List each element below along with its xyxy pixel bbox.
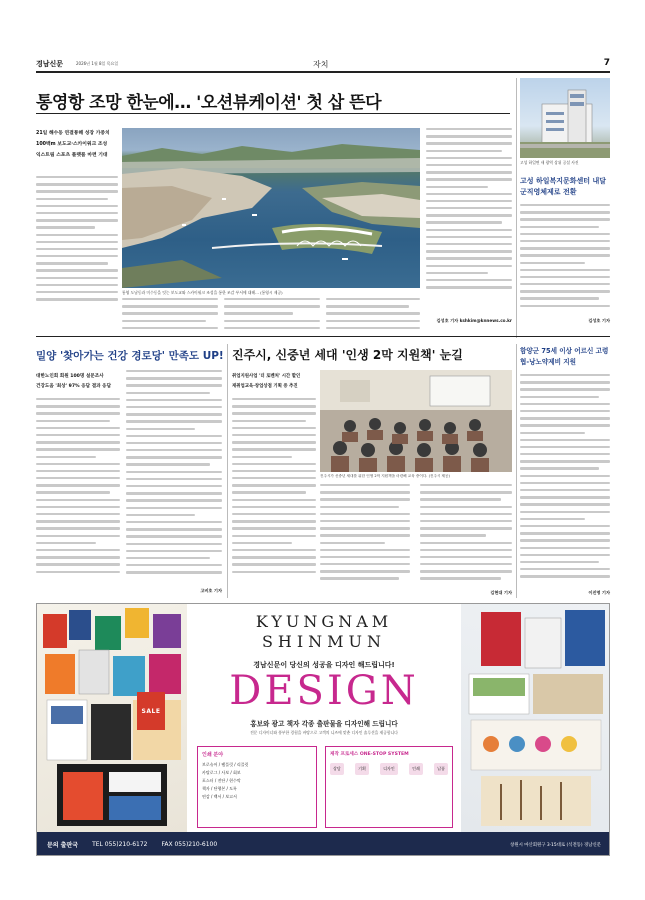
ad-services-title: 인쇄 분야 [202, 752, 224, 758]
section-title: 자치 [313, 60, 329, 69]
ad-big-word: DESIGN [229, 668, 419, 714]
ad-side-banner [137, 692, 165, 730]
right-byline: 김성호 기자 [588, 318, 610, 323]
header-rule [36, 71, 610, 73]
lead-deck [36, 128, 118, 161]
ad-tagline: 경남신문이 당신의 성공을 디자인 해드립니다! [253, 661, 395, 669]
ad-subline: 홍보와 광고 책자 각종 출판물을 디자인해 드립니다 [250, 720, 398, 728]
article4-byline: 이진명 기자 [588, 590, 610, 595]
harbor-illustration [122, 128, 420, 288]
article4-headline: 함양군 75세 이상 어르신 고령협-낭노약제비 지원 [520, 347, 609, 366]
article3-body-col3 [420, 484, 512, 588]
deck-line: 100백m 보도교·스카이워크 조성 [36, 142, 108, 147]
ad-services-box [197, 746, 317, 828]
right-photo-caption: 고성 하일면 새 광역 상위 공설 사진 [520, 160, 579, 165]
article3-byline: 김현대 기자 [490, 590, 512, 595]
issue-date: 2026년 1월 8일 목요일 [76, 61, 119, 66]
lead-headline: 통영항 조망 한눈에… '오션뷰케이션' 첫 삽 뜬다 [36, 93, 382, 113]
ad-desc: 전문 디자이너와 풍부한 경험을 바탕으로 고객의 니즈에 맞춘 디자인 솔루션을 제공합니다 [250, 730, 398, 735]
lead-body-col1 [36, 176, 118, 312]
ad-service-item: 브로슈어 / 팸플릿 / 리플릿 [202, 762, 249, 767]
lead-byline: 김성호 기자 kshkim@knnews.co.kr [436, 318, 512, 323]
ad-process-title: 제작 프로세스 ONE-STOP SYSTEM [330, 752, 409, 757]
article3-body-col2 [320, 484, 410, 588]
article3-deck [232, 372, 316, 392]
design-advertisement [36, 603, 610, 856]
deck-line: 익스트림 스포츠 플랫폼 마련 기대 [36, 153, 108, 158]
article2-deck [36, 372, 120, 392]
lead-body-col2 [122, 298, 218, 330]
deck-line: 취업지원사업 '더 로벤처' 시간 할인 [232, 374, 301, 379]
ad-process-box [325, 746, 453, 828]
article2-byline: 고비호 기자 [200, 588, 222, 593]
ad-right-panel [461, 604, 610, 832]
column-divider [516, 78, 517, 338]
ad-footer-addr: 창원시 마산회원구 3·15대로 (석전동) 경남신문 [510, 842, 601, 848]
ad-process-steps [330, 763, 448, 775]
article2-body-col2 [126, 370, 222, 586]
lead-body-col3 [224, 298, 320, 330]
classroom-photo [320, 370, 512, 472]
article3-body-col1 [232, 398, 316, 586]
ad-brand-line1: KYUNGNAM [255, 612, 393, 631]
page-number: 7 [603, 58, 610, 68]
lead-body-col5 [426, 128, 512, 308]
ad-brand-line2: SHINMUN [261, 632, 387, 651]
column-divider [516, 344, 517, 598]
ad-process-step: 기획 [355, 763, 369, 775]
ad-right-collage [461, 604, 610, 832]
article2-body-col1 [36, 398, 120, 586]
ad-side-banner-text: SALE [141, 707, 161, 715]
article4-body [520, 374, 610, 586]
ad-footer-tel: TEL 055)210-6172 [92, 841, 148, 848]
deck-line: 21일 해수동 연결통해 성장 가중치 [36, 131, 110, 136]
right-body [520, 204, 610, 316]
ad-service-item: 카탈로그 / 사보 / 회보 [202, 770, 241, 775]
ad-center [187, 604, 461, 832]
harbor-photo [122, 128, 420, 288]
masthead [36, 58, 610, 70]
deck-line: 대한노인회 회원 100명 설문조사 [36, 374, 104, 379]
paper-name: 경남신문 [36, 60, 64, 68]
section-rule [36, 336, 610, 337]
column-divider [227, 344, 228, 598]
ad-process-step: 납품 [434, 763, 448, 775]
ad-process-step: 인쇄 [409, 763, 423, 775]
ad-footer-fax: FAX 055)210-6100 [161, 841, 218, 848]
ad-process-step: 디자인 [380, 763, 398, 775]
ad-service-item: 포스터 / 전단 / 현수막 [202, 778, 241, 783]
ad-footer-name: 문의 출판국 [47, 842, 79, 849]
article3-headline: 진주시, 신중년 세대 '인생 2막 지원책' 눈길 [232, 348, 463, 362]
ad-footer [37, 832, 610, 856]
ad-process-step: 상담 [330, 763, 344, 775]
building-photo [520, 78, 610, 158]
deck-line: 재취업교육·창업상점 기획 중 추진 [232, 384, 298, 389]
lead-photo-caption: 통영 도남동과 미수동을 잇는 보도교와 스카이워크 조성을 통한 조감 부서에 대해… (통영시 제공) [122, 290, 283, 295]
classroom-illustration [320, 370, 512, 472]
article2-headline: 밀양 '찾아가는 건강 경로당' 만족도 UP! [36, 350, 224, 362]
building-illustration [520, 78, 610, 158]
deck-line: 건강도움 '최상' 97% 응답 결과 응답 [36, 384, 112, 389]
ad-service-item: 책자 / 단행본 / 도록 [202, 786, 237, 791]
lead-body-col4 [326, 298, 420, 330]
article3-photo-caption: 진주시가 신중년 세대를 위한 인생 2막 지원책을 마련해 교육 중이다. (진주시 제공) [320, 474, 450, 478]
right-headline: 고성 하일복지문화센터 내달 군직영체제로 전환 [520, 177, 607, 196]
lead-headline-rule [36, 113, 510, 114]
ad-service-item: 연감 / 백서 / 보고서 [202, 794, 237, 799]
